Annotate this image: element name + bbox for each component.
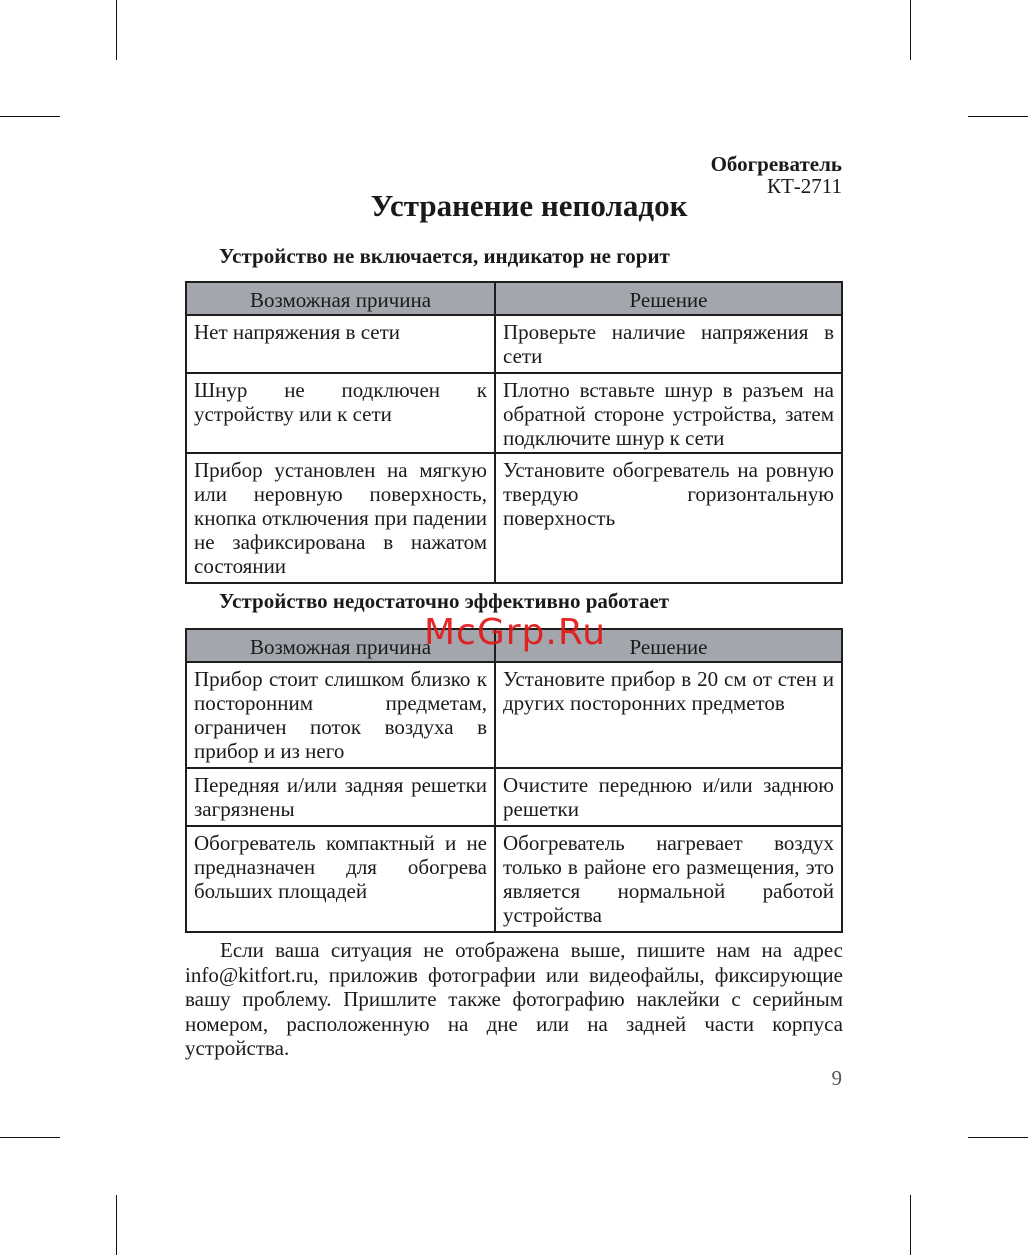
product-name: Обогреватель [710, 152, 842, 176]
crop-mark [116, 1195, 117, 1255]
cause-cell: Обогреватель компактный и не предназначен для обогрева больших площадей [186, 826, 495, 932]
table-row [186, 453, 842, 583]
crop-mark [116, 0, 117, 60]
cause-cell: Нет напряжения в сети [186, 315, 495, 373]
crop-mark [910, 1195, 911, 1255]
cause-cell: Передняя и/или задняя решетки загрязнены [186, 768, 495, 826]
solution-cell: Установите обогреватель на ровную твердую горизонтальную поверхность [495, 453, 842, 583]
section-heading: Устройство не включается, индикатор не горит [219, 244, 670, 268]
crop-mark [910, 0, 911, 60]
solution-cell: Проверьте наличие напряжения в сети [495, 315, 842, 373]
section-heading: Устройство недостаточно эффективно работает [219, 589, 670, 613]
crop-mark [0, 116, 60, 117]
column-header-cause: Возможная причина [186, 629, 495, 662]
solution-cell: Плотно вставьте шнур в разъем на обратной стороне устройства, затем подключите шнур к сети [495, 373, 842, 453]
troubleshooting-table [185, 628, 843, 933]
crop-mark [0, 1137, 60, 1138]
product-model: КТ-2711 [766, 174, 842, 198]
solution-cell: Обогреватель нагревает воздух только в районе его размещения, это является нормальной работой устройства [495, 826, 842, 932]
table-row [186, 315, 842, 373]
crop-mark [968, 116, 1028, 117]
cause-cell: Шнур не подключен к устройству или к сети [186, 373, 495, 453]
table-header-row [186, 282, 842, 315]
table-row [186, 826, 842, 932]
contact-note: Если ваша ситуация не отображена выше, пишите нам на адрес info@kitfort.ru, приложив фотографии или видеофайлы, фиксирующие вашу проблему. Пришлите также фотографию наклейки с серийным номером, расположенную на дне или на задней части корпуса устройства. [185, 938, 843, 1060]
table-row [186, 373, 842, 453]
cause-cell: Прибор установлен на мягкую или неровную поверхность, кнопка отключения при падении не зафиксирована в нажатом состоянии [186, 453, 495, 583]
table-row [186, 662, 842, 768]
troubleshooting-table [185, 281, 843, 584]
solution-cell: Установите прибор в 20 см от стен и других посторонних предметов [495, 662, 842, 768]
solution-cell: Очистите переднюю и/или заднюю решетки [495, 768, 842, 826]
column-header-cause: Возможная причина [186, 282, 495, 315]
table-row [186, 768, 842, 826]
page-title: Устранение неполадок [370, 188, 688, 223]
column-header-solution: Решение [495, 629, 842, 662]
column-header-solution: Решение [495, 282, 842, 315]
page-number: 9 [831, 1066, 842, 1090]
cause-cell: Прибор стоит слишком близко к посторонним предметам, ограничен поток воздуха в прибор и из него [186, 662, 495, 768]
crop-mark [968, 1137, 1028, 1138]
watermark: McGrp.Ru [424, 612, 607, 653]
